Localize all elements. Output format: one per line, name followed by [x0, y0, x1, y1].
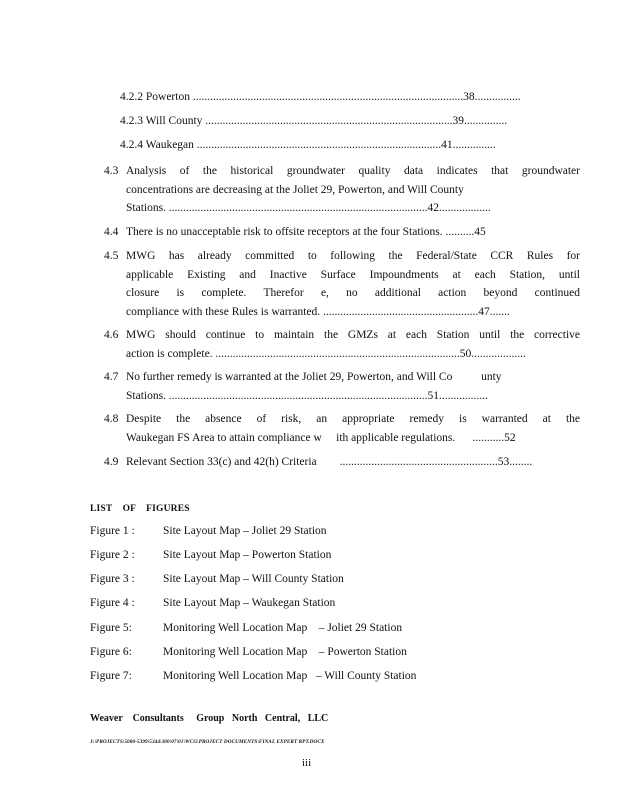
toc-leader: ................	[474, 91, 521, 103]
toc-text-line: Stations. ..........................................................................................42..................	[126, 202, 491, 214]
toc-text-line: closure is complete. Therefor e, no additional action beyond continued	[126, 287, 580, 299]
toc-leader: ......................................................................................	[202, 115, 453, 127]
footer-file-path: J:\PROJECTS\5000-5399\5344\300\07\01\WCG\PROJECT DOCUMENTS\FINAL EXPERT RPT.DOCX	[90, 739, 325, 745]
figure-title: Site Layout Map – Powerton Station	[163, 549, 332, 561]
toc-section-text	[126, 368, 580, 405]
toc-text-line: MWG should continue to maintain the GMZs at each Station until the corrective	[126, 329, 580, 341]
toc-leader: ..............................................................................................	[189, 91, 464, 103]
figure-title: Monitoring Well Location Map – Powerton Station	[163, 646, 407, 658]
toc-section-text	[126, 410, 580, 447]
toc-entry-label: 4.2.4 Waukegan	[120, 139, 194, 151]
toc-leader: ...............	[452, 139, 496, 151]
figure-label: Figure 4 :	[90, 597, 135, 609]
toc-section-number: 4.5	[104, 250, 119, 262]
figure-title: Site Layout Map – Will County Station	[163, 573, 344, 585]
toc-entry-4-2-2	[120, 91, 521, 103]
page-number: iii	[302, 757, 312, 769]
toc-text-line: applicable Existing and Inactive Surface Impoundments at each Station, until	[126, 268, 580, 281]
toc-text-line: concentrations are decreasing at the Joliet 29, Powerton, and Will County	[126, 183, 464, 196]
figure-label: Figure 2 :	[90, 549, 135, 561]
toc-text-line: Waukegan FS Area to attain compliance w ith applicable regulations. ...........52	[126, 431, 516, 444]
toc-text-line: Despite the absence of risk, an appropriate remedy is warranted at the	[126, 413, 580, 425]
toc-page-number: 38	[463, 91, 475, 103]
figure-label: Figure 5:	[90, 622, 132, 634]
figure-title: Site Layout Map – Joliet 29 Station	[163, 525, 327, 537]
toc-text-line: Analysis of the historical groundwater quality data indicates that groundwater	[126, 165, 580, 177]
toc-text-line: MWG has already committed to following the Federal/State CCR Rules for	[126, 250, 580, 262]
toc-section-number: 4.9	[104, 456, 119, 468]
figure-title: Site Layout Map – Waukegan Station	[163, 597, 336, 609]
list-of-figures-heading: LIST OF FIGURES	[90, 504, 190, 514]
toc-text-line: action is complete. .....................................................................................50...................	[126, 347, 526, 360]
figure-label: Figure 6:	[90, 646, 132, 658]
toc-section-text	[126, 453, 580, 472]
figure-label: Figure 7:	[90, 670, 132, 682]
toc-text-line: There is no unacceptable risk to offsite receptors at the four Stations. ..........45	[126, 226, 486, 238]
toc-section-text	[126, 326, 580, 363]
toc-text-line: Relevant Section 33(c) and 42(h) Criteria .......................................................53........	[126, 456, 533, 468]
figure-label: Figure 3 :	[90, 573, 135, 585]
toc-leader: .....................................................................................	[193, 139, 442, 151]
toc-entry-4-2-4	[120, 139, 496, 151]
toc-text-line: compliance with these Rules is warranted. ......................................................47.......	[126, 305, 510, 318]
toc-section-number: 4.4	[104, 226, 119, 238]
toc-entry-label: 4.2.3 Will County	[120, 115, 203, 127]
toc-entry-label: 4.2.2 Powerton	[120, 91, 190, 103]
figure-title: Monitoring Well Location Map – Joliet 29 Station	[163, 622, 403, 634]
figure-label: Figure 1 :	[90, 525, 135, 537]
toc-entry-4-2-3	[120, 115, 507, 127]
toc-section-number: 4.7	[104, 371, 119, 383]
toc-section-number: 4.6	[104, 329, 119, 341]
toc-text-line: No further remedy is warranted at the Joliet 29, Powerton, and Will Co unty	[126, 371, 502, 383]
toc-section-number: 4.8	[104, 413, 119, 425]
toc-page-number: 39	[452, 115, 465, 127]
footer-firm-name: Weaver Consultants Group North Central, LLC	[90, 713, 329, 724]
toc-text-line: Stations. ..........................................................................................51.................	[126, 389, 488, 402]
toc-section-text	[126, 223, 580, 242]
toc-section-number: 4.3	[104, 165, 119, 177]
toc-leader: ...............	[464, 115, 508, 127]
toc-section-text	[126, 162, 580, 218]
figure-title: Monitoring Well Location Map – Will County Station	[163, 670, 417, 682]
toc-section-text	[126, 247, 580, 321]
toc-page-number: 41	[441, 139, 453, 151]
